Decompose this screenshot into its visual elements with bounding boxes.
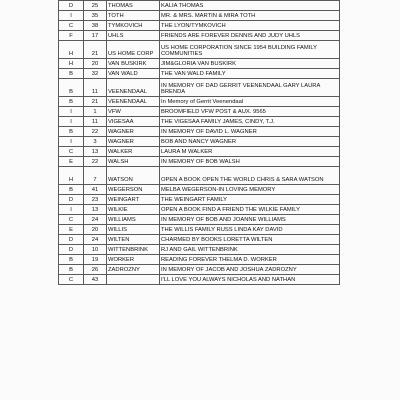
inscription-cell: THE VAN WALD FAMILY (160, 69, 340, 79)
inscription-cell: THE VIGESAA FAMILY JAMES, CINDY, T.J. (160, 117, 340, 127)
section-cell: H (59, 59, 84, 69)
table-row (59, 195, 340, 205)
inscription-cell: I'LL LOVE YOU ALWAYS NICHOLAS AND NATHAN (160, 275, 340, 285)
inscription-cell: THE WEINGART FAMILY (160, 195, 340, 205)
surname-cell: THOMAS (107, 1, 160, 11)
number-cell: 32 (84, 69, 107, 79)
section-cell: E (59, 225, 84, 235)
surname-cell: VEENENDAAL (107, 79, 160, 97)
inscription-cell: IN MEMORY OF BOB WALSH (160, 157, 340, 167)
table-row (59, 59, 340, 69)
surname-cell: WALKER (107, 147, 160, 157)
inscription-cell: BROOMFIELD VFW POST & AUX. 9565 (160, 107, 340, 117)
number-cell: 24 (84, 215, 107, 225)
section-cell: B (59, 185, 84, 195)
table-row (59, 127, 340, 137)
surname-cell: WITTENBRINK (107, 245, 160, 255)
section-cell: C (59, 21, 84, 31)
number-cell: 17 (84, 31, 107, 41)
inscription-cell: KALIA THOMAS (160, 1, 340, 11)
section-cell: B (59, 127, 84, 137)
section-cell: B (59, 97, 84, 107)
table-row (59, 117, 340, 127)
inscription-cell: JIM&GLORIA VAN BUSKIRK (160, 59, 340, 69)
table-row (59, 79, 340, 97)
inscription-cell: THE LYON/TYMKOVICH (160, 21, 340, 31)
surname-cell: VFW (107, 107, 160, 117)
surname-cell: VEENENDAAL (107, 97, 160, 107)
table-row (59, 137, 340, 147)
surname-cell: WILLIS (107, 225, 160, 235)
section-cell: B (59, 79, 84, 97)
section-cell: I (59, 107, 84, 117)
inscription-cell: THE WILLIS FAMILY RUSS LINDA KAY DAVID (160, 225, 340, 235)
table-row (59, 31, 340, 41)
inscription-cell: READING FOREVER THELMA D. WORKER (160, 255, 340, 265)
table-row (59, 265, 340, 275)
inscription-cell: BOB AND NANCY WAGNER (160, 137, 340, 147)
surname-cell: UHLS (107, 31, 160, 41)
section-cell: B (59, 265, 84, 275)
number-cell: 43 (84, 275, 107, 285)
table-row (59, 41, 340, 59)
inscription-cell: In Memory of Gerrit Veenendaal (160, 97, 340, 107)
dedication-table (58, 0, 340, 285)
table-row (59, 147, 340, 157)
table-row (59, 215, 340, 225)
inscription-cell: US HOME CORPORATION SINCE 1954 BUILDING FAMILY COMMUNITIES (160, 41, 340, 59)
surname-cell: WALSH (107, 157, 160, 167)
section-cell: D (59, 245, 84, 255)
number-cell: 1 (84, 107, 107, 117)
number-cell: 20 (84, 59, 107, 69)
table-row (59, 107, 340, 117)
surname-cell: VAN BUSKIRK (107, 59, 160, 69)
number-cell: 41 (84, 185, 107, 195)
section-cell: D (59, 195, 84, 205)
surname-cell: TYMKOVICH (107, 21, 160, 31)
section-cell: D (59, 1, 84, 11)
number-cell: 22 (84, 157, 107, 167)
inscription-cell: CHARMED BY BOOKS LORETTA WILTEN (160, 235, 340, 245)
section-cell: C (59, 215, 84, 225)
section-cell: B (59, 69, 84, 79)
number-cell: 19 (84, 255, 107, 265)
table-row (59, 235, 340, 245)
table-row (59, 275, 340, 285)
table-row (59, 225, 340, 235)
surname-cell: WAGNER (107, 137, 160, 147)
inscription-cell: FRIENDS ARE FOREVER DENNIS AND JUDY UHLS (160, 31, 340, 41)
number-cell: 35 (84, 11, 107, 21)
surname-cell: VIGESAA (107, 117, 160, 127)
surname-cell: US HOME CORP (107, 41, 160, 59)
section-cell: B (59, 255, 84, 265)
surname-cell: WILLIAMS (107, 215, 160, 225)
table-body (59, 1, 340, 285)
number-cell: 21 (84, 41, 107, 59)
table-row (59, 205, 340, 215)
section-cell: F (59, 31, 84, 41)
surname-cell: ZADROZNY (107, 265, 160, 275)
inscription-cell: IN MEMORY OF JACOB AND JOSHUA ZADROZNY (160, 265, 340, 275)
surname-cell (107, 275, 160, 285)
number-cell: 10 (84, 245, 107, 255)
inscription-cell: IN MEMORY OF DAVID L. WAGNER (160, 127, 340, 137)
table-row (59, 245, 340, 255)
section-cell: D (59, 235, 84, 245)
table-row (59, 11, 340, 21)
surname-cell: WATSON (107, 167, 160, 185)
section-cell: H (59, 167, 84, 185)
section-cell: C (59, 147, 84, 157)
surname-cell: VAN WALD (107, 69, 160, 79)
number-cell: 26 (84, 265, 107, 275)
surname-cell: TOTH (107, 11, 160, 21)
inscription-cell: MR. & MRS. MARTIN & MIRA TOTH (160, 11, 340, 21)
number-cell: 22 (84, 127, 107, 137)
number-cell: 11 (84, 79, 107, 97)
number-cell: 20 (84, 225, 107, 235)
inscription-cell: LAURA M WALKER (160, 147, 340, 157)
number-cell: 21 (84, 97, 107, 107)
section-cell: C (59, 275, 84, 285)
table-row (59, 1, 340, 11)
inscription-cell: IN MEMORY OF BOB AND JOANNE WILLIAMS (160, 215, 340, 225)
table-row (59, 97, 340, 107)
number-cell: 7 (84, 167, 107, 185)
table-row (59, 157, 340, 167)
inscription-cell: OPEN A BOOK FIND A FRIEND THE WILKIE FAMILY (160, 205, 340, 215)
number-cell: 3 (84, 137, 107, 147)
number-cell: 25 (84, 1, 107, 11)
section-cell: H (59, 41, 84, 59)
surname-cell: WILTEN (107, 235, 160, 245)
section-cell: I (59, 11, 84, 21)
table-row (59, 69, 340, 79)
number-cell: 38 (84, 21, 107, 31)
inscription-cell: RJ AND GAIL WITTENBRINK (160, 245, 340, 255)
surname-cell: WEGERSON (107, 185, 160, 195)
table-row (59, 185, 340, 195)
number-cell: 13 (84, 205, 107, 215)
number-cell: 24 (84, 235, 107, 245)
number-cell: 13 (84, 147, 107, 157)
inscription-cell: OPEN A BOOK OPEN THE WORLD CHRIS & SARA WATSON (160, 167, 340, 185)
section-cell: E (59, 157, 84, 167)
surname-cell: WORKER (107, 255, 160, 265)
inscription-cell: IN MEMORY OF DAD GERRIT VEENENDAAL GARY LAURA BRENDA (160, 79, 340, 97)
number-cell: 11 (84, 117, 107, 127)
surname-cell: WAGNER (107, 127, 160, 137)
table-row (59, 21, 340, 31)
surname-cell: WEINGART (107, 195, 160, 205)
table-row (59, 167, 340, 185)
section-cell: I (59, 205, 84, 215)
number-cell: 23 (84, 195, 107, 205)
surname-cell: WILKIE (107, 205, 160, 215)
section-cell: I (59, 117, 84, 127)
table-row (59, 255, 340, 265)
inscription-cell: MELBA WEGERSON-IN LOVING MEMORY (160, 185, 340, 195)
section-cell: I (59, 137, 84, 147)
